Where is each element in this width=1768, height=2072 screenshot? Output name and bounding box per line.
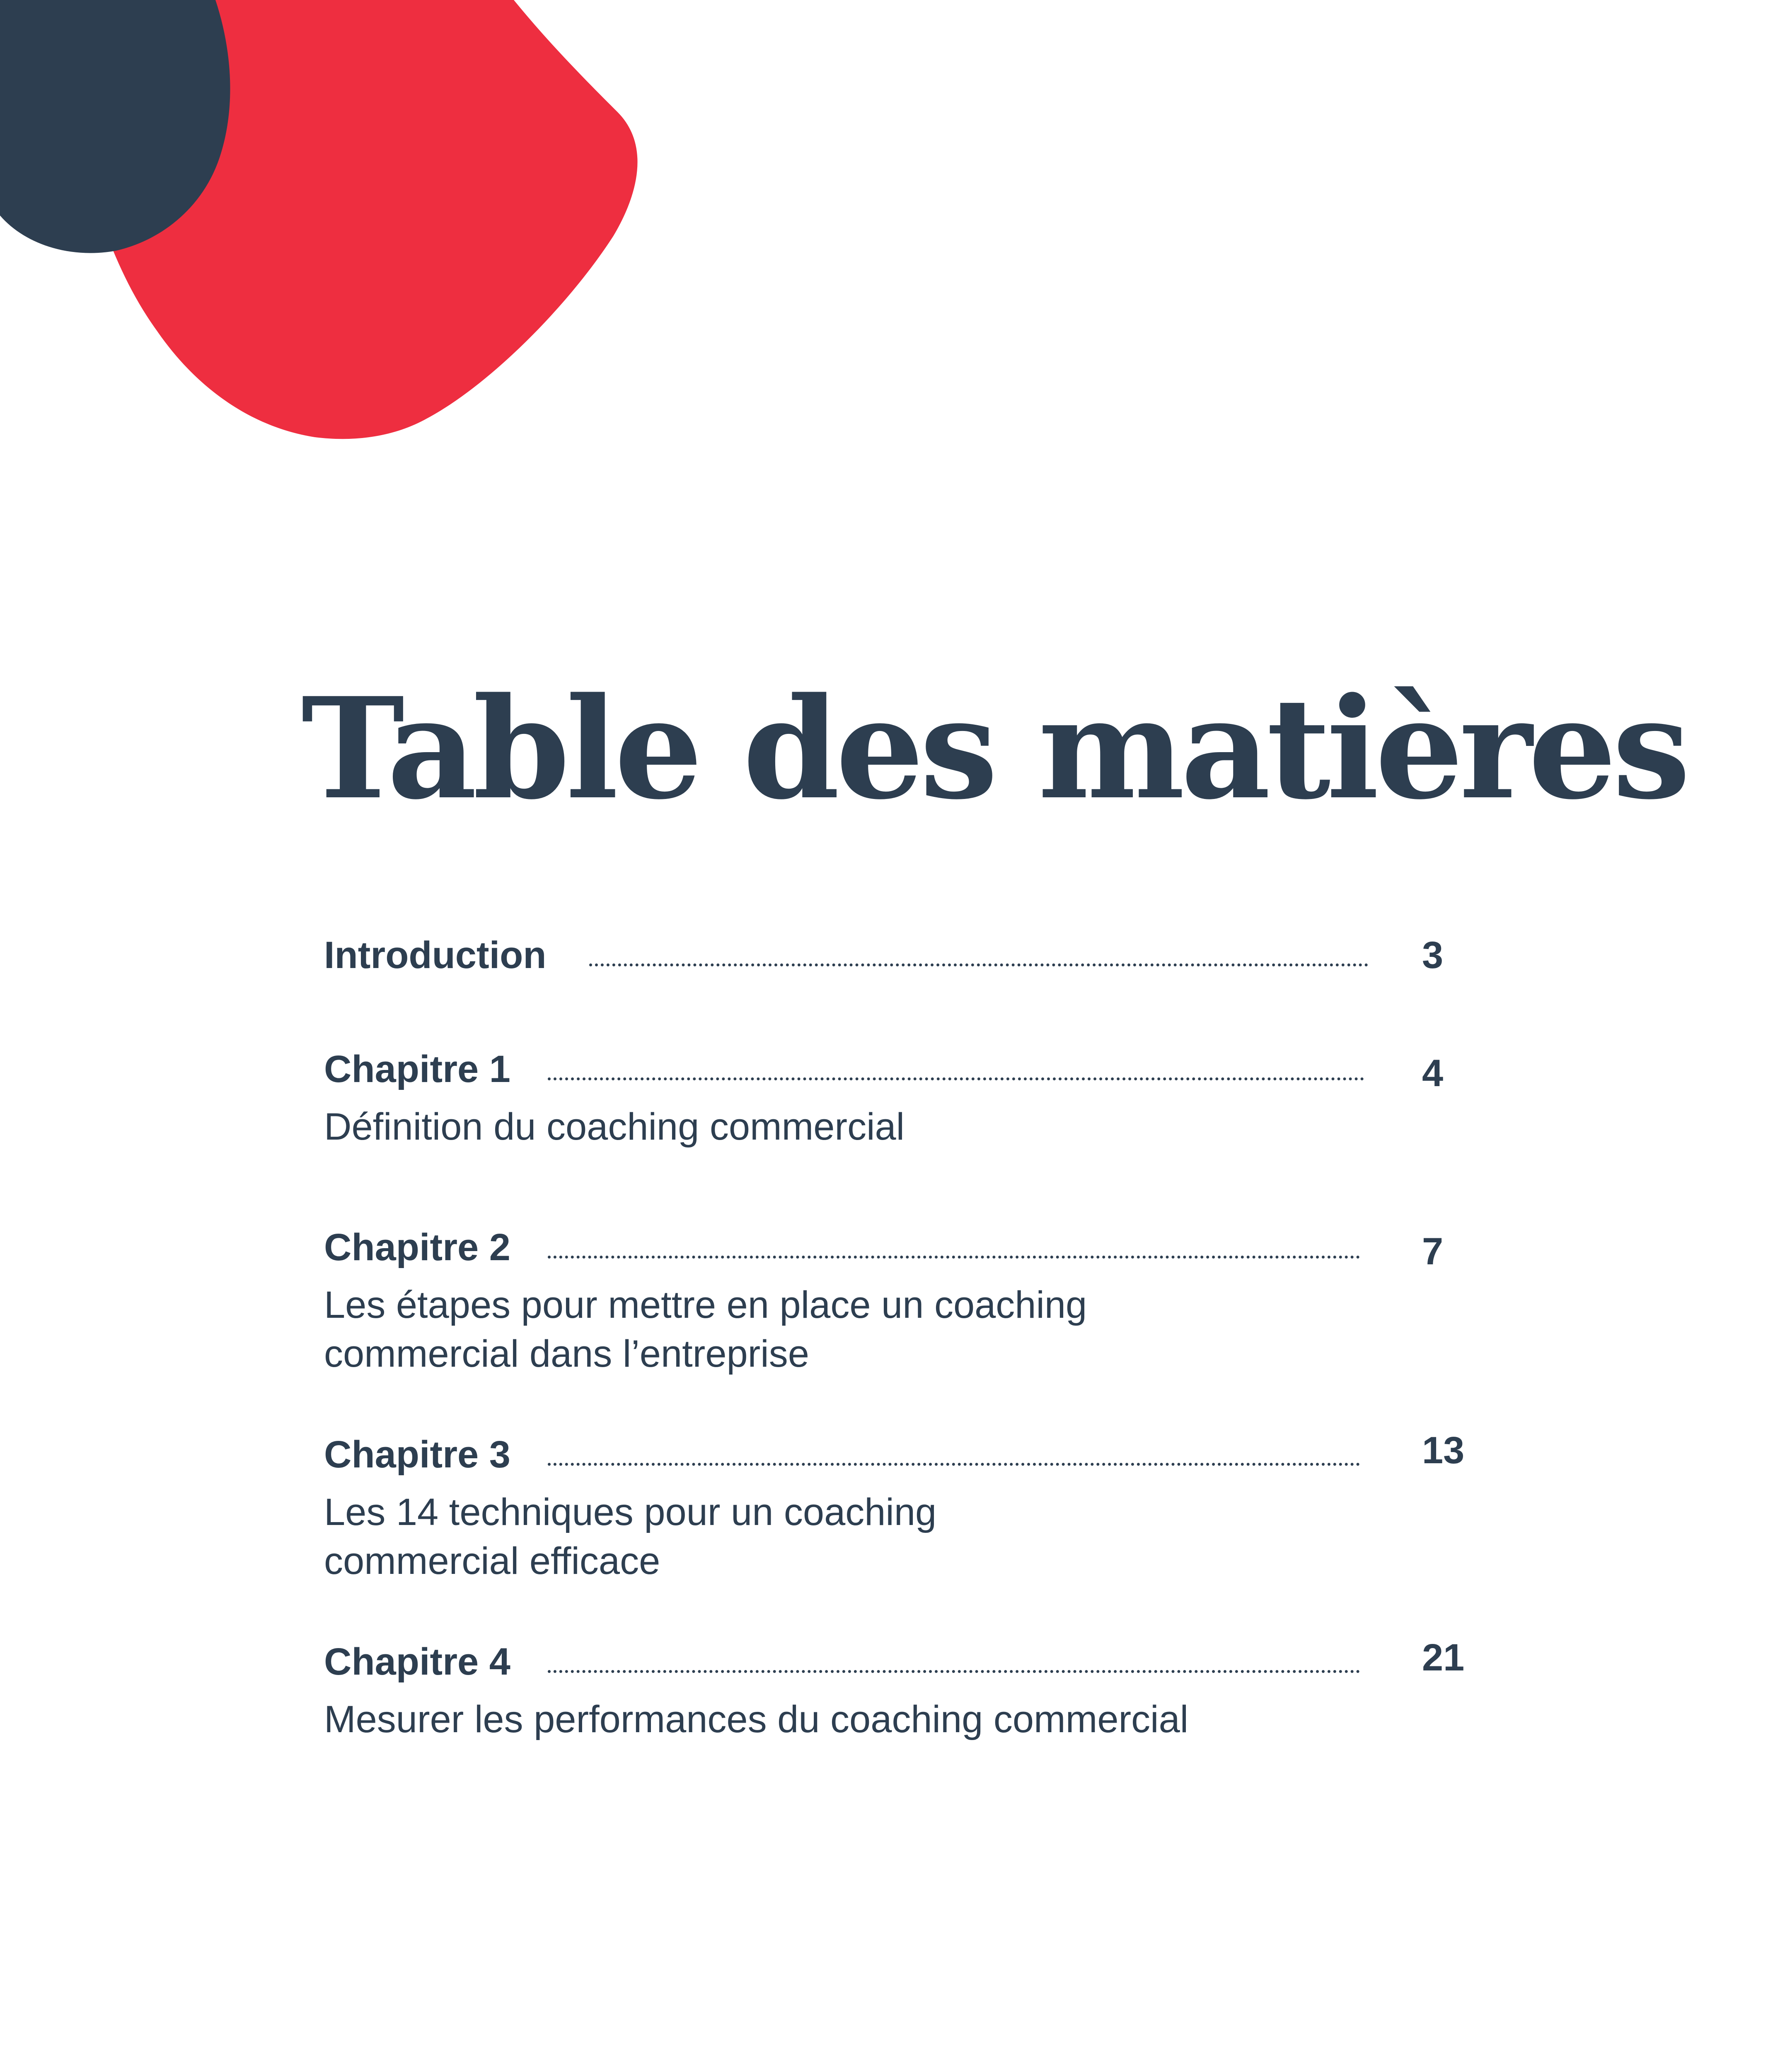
toc-entry-description: Les 14 techniques pour un coaching	[324, 1491, 937, 1533]
toc-entry-description: Mesurer les performances du coaching commercial	[324, 1698, 1189, 1740]
dotted-leader	[548, 1077, 1364, 1080]
dotted-leader	[548, 1256, 1360, 1259]
toc-entry-description: Les étapes pour mettre en place un coaching	[324, 1284, 1087, 1326]
dotted-leader	[589, 963, 1368, 966]
toc-entry-description: commercial dans l’entreprise	[324, 1333, 809, 1375]
toc-entry-label: Chapitre 4	[324, 1637, 527, 1687]
toc-page-number: 3	[1422, 934, 1444, 976]
toc-entry-chapter-1[interactable]	[324, 1044, 1484, 1148]
toc-page-number: 7	[1422, 1230, 1444, 1273]
toc-entry-description: commercial efficace	[324, 1540, 660, 1582]
toc-entry-introduction[interactable]	[324, 930, 1484, 980]
toc-entry-label: Chapitre 3	[324, 1430, 527, 1479]
page-title: Table des matières	[301, 667, 1687, 830]
dotted-leader	[548, 1670, 1360, 1673]
toc-entry-chapter-4[interactable]	[324, 1636, 1484, 1740]
toc-entry-description: Définition du coaching commercial	[324, 1106, 905, 1148]
dotted-leader	[548, 1463, 1360, 1466]
toc-entry-label: Introduction	[324, 930, 563, 980]
toc-page-number: 13	[1422, 1429, 1465, 1472]
toc-entry-chapter-2[interactable]	[324, 1222, 1484, 1375]
toc-entry-label: Chapitre 2	[324, 1222, 527, 1272]
toc-page-number: 4	[1422, 1052, 1444, 1094]
toc-entry-chapter-3[interactable]	[324, 1429, 1484, 1582]
toc-entry-label: Chapitre 1	[324, 1044, 527, 1094]
toc-page-number: 21	[1422, 1636, 1465, 1679]
decorative-blobs	[0, 0, 663, 456]
